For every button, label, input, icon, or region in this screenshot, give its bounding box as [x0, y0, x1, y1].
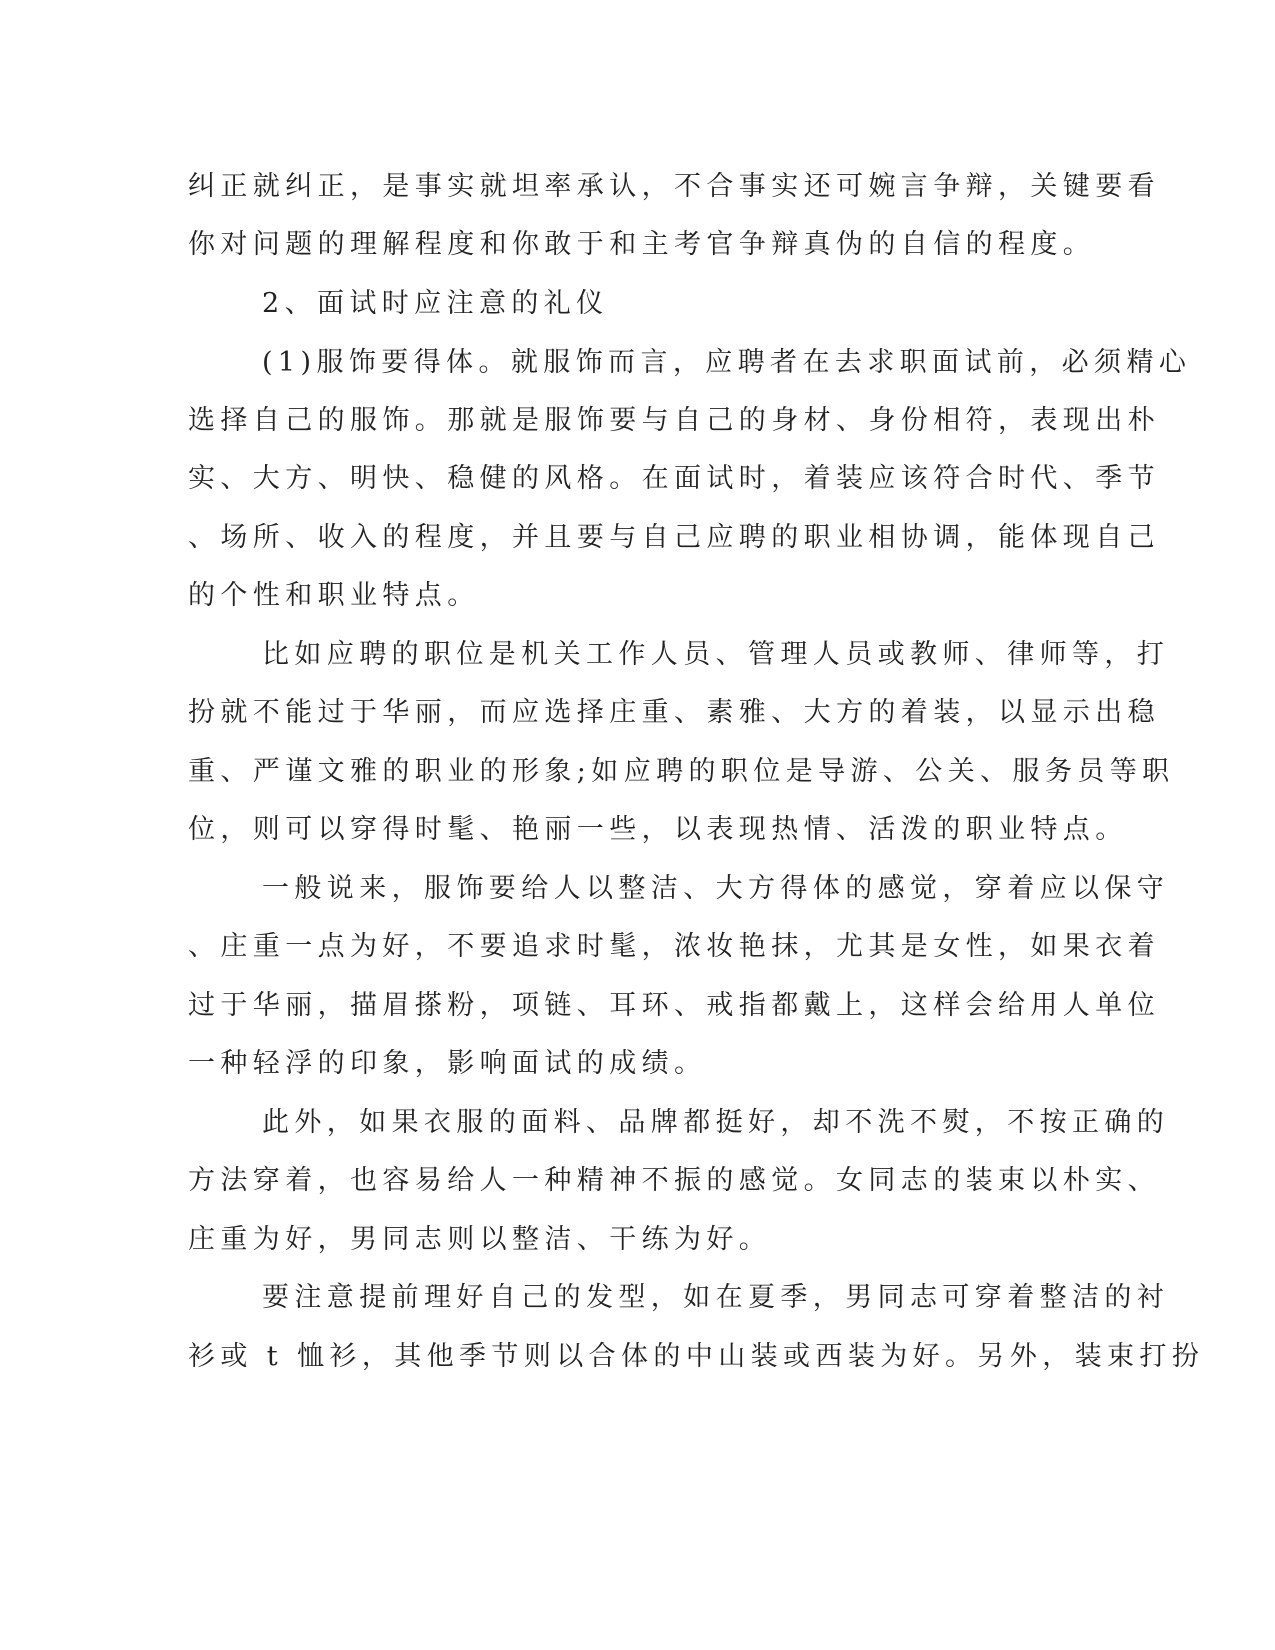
text-line: 实、大方、明快、稳健的风格。在面试时，着装应该符合时代、季节 [188, 463, 1160, 494]
text-line: 纠正就纠正，是事实就坦率承认，不合事实还可婉言争辩，关键要看 [188, 171, 1160, 202]
text-line: 重、严谨文雅的职业的形象;如应聘的职位是导游、公关、服务员等职 [188, 756, 1175, 787]
text-line: 扮就不能过于华丽，而应选择庄重、素雅、大方的着装，以显示出稳 [188, 697, 1160, 728]
text-line: 衫或 t 恤衫，其他季节则以合体的中山装或西装为好。另外，装束打扮 [188, 1341, 1205, 1372]
text-line: 方法穿着，也容易给人一种精神不振的感觉。女同志的装束以朴实、 [188, 1165, 1160, 1196]
text-line: (1)服饰要得体。就服饰而言，应聘者在去求职面试前，必须精心 [262, 347, 1192, 378]
text-line: 庄重为好，男同志则以整洁、干练为好。 [188, 1224, 772, 1255]
text-line: 你对问题的理解程度和你敢于和主考官争辩真伪的自信的程度。 [188, 229, 1096, 260]
text-line: 的个性和职业特点。 [188, 580, 480, 611]
text-line: 比如应聘的职位是机关工作人员、管理人员或教师、律师等，打 [262, 639, 1170, 670]
text-line: 此外，如果衣服的面料、品牌都挺好，却不洗不熨，不按正确的 [262, 1107, 1170, 1138]
text-line: 位，则可以穿得时髦、艳丽一些，以表现热情、活泼的职业特点。 [188, 814, 1128, 845]
text-line: 、庄重一点为好，不要追求时髦，浓妆艳抹，尤其是女性，如果衣着 [188, 931, 1160, 962]
text-line: 一种轻浮的印象，影响面试的成绩。 [188, 1048, 707, 1079]
text-line: 过于华丽，描眉搽粉，项链、耳环、戒指都戴上，这样会给用人单位 [188, 990, 1160, 1021]
text-line: 要注意提前理好自己的发型，如在夏季，男同志可穿着整洁的衬 [262, 1282, 1170, 1313]
text-line: 、场所、收入的程度，并且要与自己应聘的职业相协调，能体现自己 [188, 522, 1160, 553]
text-line: 选择自己的服饰。那就是服饰要与自己的身材、身份相符，表现出朴 [188, 405, 1160, 436]
text-line: 一般说来，服饰要给人以整洁、大方得体的感觉，穿着应以保守 [262, 873, 1170, 904]
section-heading: 2、面试时应注意的礼仪 [262, 288, 609, 319]
